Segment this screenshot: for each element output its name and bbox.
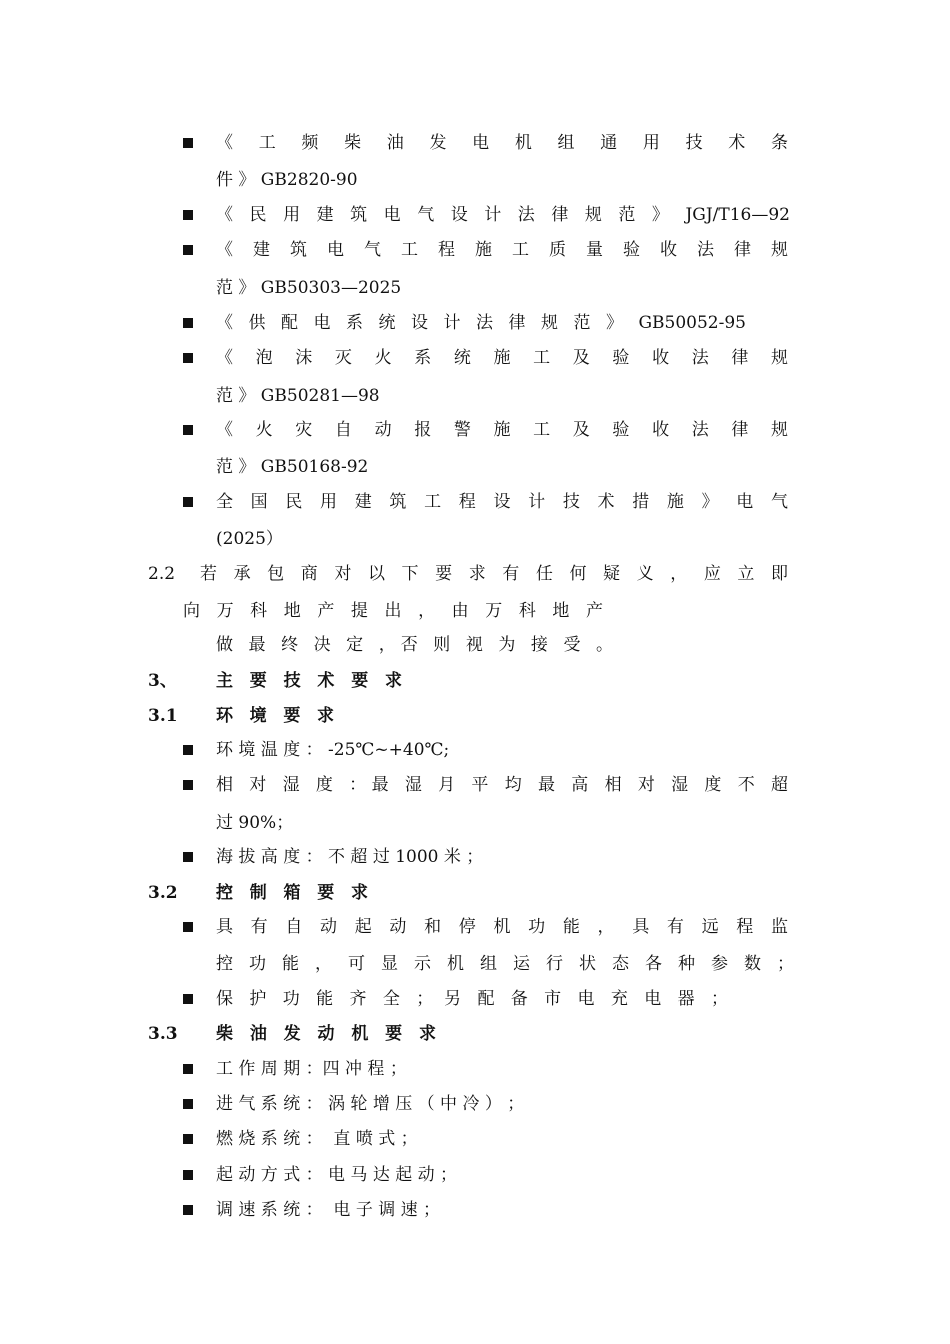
standard-item-line: 范 》 GB50303—2025 (216, 278, 402, 298)
list-item: 保 护 功 能 齐 全 ； 另 配 备 市 电 充 电 器 ； (216, 989, 728, 1009)
section-heading: 环 境 要 求 (216, 706, 334, 726)
paragraph-line: 做 最 终 决 定 ，否 则 视 为 接 受 。 (216, 635, 613, 655)
list-item: 燃 烧 系 统 ： 直 喷 式 ； (216, 1129, 418, 1149)
bullet-square-icon (183, 780, 193, 790)
bullet-square-icon (183, 497, 193, 507)
list-item: 海 拔 高 度 ： 不 超 过 1000 米 ； (216, 847, 484, 867)
bullet-square-icon (183, 1170, 193, 1180)
bullet-square-icon (183, 994, 193, 1004)
section-number: 3.2 (148, 883, 178, 903)
section-number: 2.2 (148, 564, 176, 584)
list-item: 具 有 自 动 起 动 和 停 机 功 能 ， 具 有 远 程 监 (216, 917, 788, 937)
standard-item-line: 《 火 灾 自 动 报 警 施 工 及 验 收 法 律 规 (216, 420, 788, 440)
list-item: 调 速 系 统 ： 电 子 调 速 ； (216, 1200, 441, 1220)
bullet-square-icon (183, 425, 193, 435)
bullet-square-icon (183, 138, 193, 148)
section-heading: 主 要 技 术 要 求 (216, 671, 402, 691)
paragraph-line: 若 承 包 商 对 以 下 要 求 有 任 何 疑 义 ， 应 立 即 (200, 564, 788, 584)
bullet-square-icon (183, 210, 193, 220)
section-heading: 控 制 箱 要 求 (216, 883, 368, 903)
bullet-square-icon (183, 1134, 193, 1144)
standard-item-line: 《 工 频 柴 油 发 电 机 组 通 用 技 术 条 (216, 133, 788, 153)
bullet-square-icon (183, 852, 193, 862)
list-item: 相 对 湿 度 ：最 湿 月 平 均 最 高 相 对 湿 度 不 超 (216, 775, 788, 795)
list-item: 环 境 温 度 ： -25℃~+40℃; (216, 740, 450, 760)
bullet-square-icon (183, 922, 193, 932)
bullet-square-icon (183, 745, 193, 755)
standard-item-line: (2025） (216, 529, 283, 549)
standard-item-line: 范 》 GB50168-92 (216, 457, 369, 477)
bullet-square-icon (183, 245, 193, 255)
list-item: 工 作 周 期 ：四 冲 程 ； (216, 1059, 407, 1079)
standard-item-line: 件 》 GB2820-90 (216, 170, 358, 190)
list-item: 起 动 方 式 ： 电 马 达 起 动 ； (216, 1165, 458, 1185)
standard-item-line: 范 》 GB50281—98 (216, 386, 380, 406)
standard-item-line: 《 民 用 建 筑 电 气 设 计 法 律 规 范 》 JGJ/T16—92 (216, 205, 790, 225)
standard-item-line: 《 泡 沫 灭 火 系 统 施 工 及 验 收 法 律 规 (216, 348, 788, 368)
bullet-square-icon (183, 1205, 193, 1215)
bullet-square-icon (183, 353, 193, 363)
list-item: 控 功 能 ， 可 显 示 机 组 运 行 状 态 各 种 参 数 ； (216, 954, 794, 974)
paragraph-line: 向 万 科 地 产 提 出 ， 由 万 科 地 产 (183, 601, 603, 621)
section-heading: 柴 油 发 动 机 要 求 (216, 1024, 436, 1044)
bullet-square-icon (183, 1064, 193, 1074)
section-number: 3.3 (148, 1024, 178, 1044)
standard-item-line: 《 建 筑 电 气 工 程 施 工 质 量 验 收 法 律 规 (216, 240, 788, 260)
list-item: 进 气 系 统 ： 涡 轮 增 压 （ 中 冷 ） ； (216, 1094, 525, 1114)
section-number: 3、 (148, 671, 177, 691)
section-number: 3.1 (148, 706, 178, 726)
standard-item-line: 《 供 配 电 系 统 设 计 法 律 规 范 》 GB50052-95 (216, 313, 746, 333)
list-item: 过 90%； (216, 813, 294, 833)
standard-item-line: 全 国 民 用 建 筑 工 程 设 计 技 术 措 施 》 电 气 (216, 492, 788, 512)
bullet-square-icon (183, 1099, 193, 1109)
bullet-square-icon (183, 318, 193, 328)
